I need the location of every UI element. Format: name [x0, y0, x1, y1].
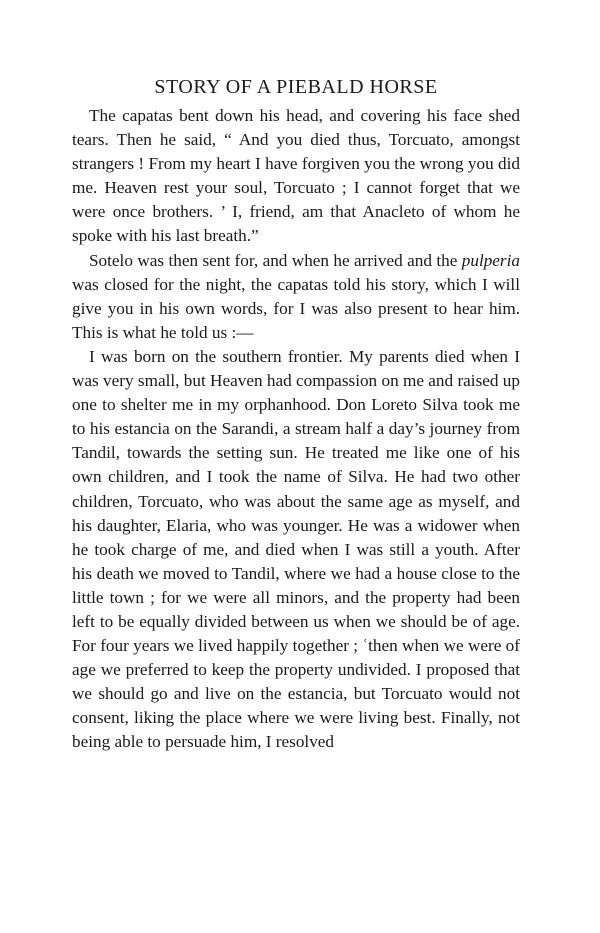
paragraph-2 [72, 249, 520, 345]
paragraph-1: The capatas bent down his head, and covering his face shed tears. Then he said, “ And you died thus, Torcuato, amongst strangers ! From my heart I have forgiven you the wrong you did me. Heaven rest your soul, Torcuato ; I cannot forget that we were once brothers. ’ I, friend, am that Anacleto of whom he spoke with his last breath.” [72, 106, 520, 246]
italic-word-pulperia: pulperia [461, 250, 520, 270]
book-page [72, 72, 520, 755]
paragraph-3: I was born on the southern frontier. My parents died when I was very small, but Heaven had compassion on me and raised up one to shelter me in my orphanhood. Don Loreto Silva took me to his estancia on the Sarandi, a stream half a day’s journey from Tandil, towards the setting sun. He treated me like one of his own children, and I took the name of Silva. He had two other children, Torcuato, who was about the same age as myself, and his daughter, Elaria, who was younger. He was a widower when he took charge of me, and died when I was still a youth. After his death we moved to Tandil, where we had a house close to the little town ; for we were all minors, and the property had been left to be equally divided between us when we should be of age. For four years we lived happily together ; ʿthen when we were of age we preferred to keep the property undivided. I proposed that we should go and live on the estancia, but Torcuato would not consent, liking the place where we were living best. Finally, not being able to persuade him, I resolved [72, 346, 520, 752]
running-head: STORY OF A PIEBALD HORSE [154, 76, 438, 98]
paragraph-2-part-2: was closed for the night, the capatas told his story, which I will give you in his own words, for I was also present to hear him. This is what he told us :— [72, 274, 520, 342]
paragraph-2-part-1: Sotelo was then sent for, and when he arrived and the [89, 250, 462, 270]
